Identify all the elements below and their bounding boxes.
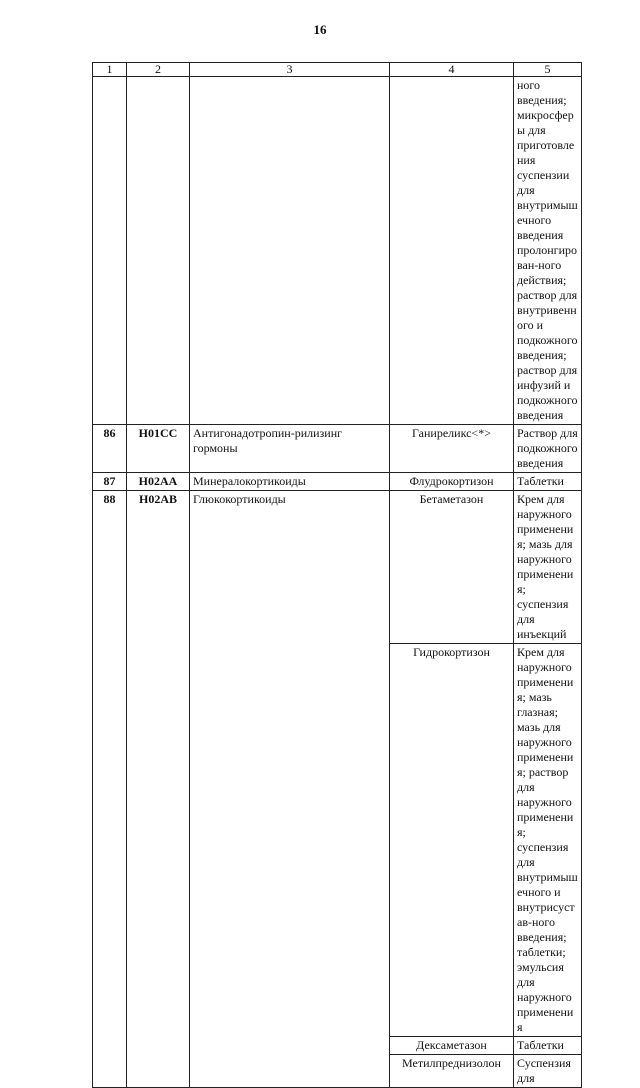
dosage-form: Таблетки [514,473,582,491]
drug-name: Ганиреликс<*> [390,425,514,473]
header-col-5: 5 [514,63,582,77]
dosage-form: Крем для наружного применения; мазь для наружного применения; суспензия для инъекций [514,491,582,644]
dosage-form: Крем для наружного применения; мазь глазная; мазь для наружного применения; раствор для наружного применения; суспензия для внутримышечного и внутрисустав-ного введения; таблетки; эмульсия для наружного применения [514,644,582,1037]
continuation-code [127,77,190,425]
table-row-87 [93,473,582,491]
atc-code: H02AB [127,491,190,1088]
header-col-3: 3 [190,63,390,77]
row-number: 88 [93,491,127,1088]
continuation-drug [390,77,514,425]
drug-table [92,62,582,1088]
table-row-88 [93,491,582,644]
drug-name: Флудрокортизон [390,473,514,491]
row-number: 86 [93,425,127,473]
continuation-num [93,77,127,425]
continuation-group [190,77,390,425]
group-name: Глюкокортикоиды [190,491,390,1088]
drug-name: Бетаметазон [390,491,514,644]
header-row [93,63,582,77]
dosage-form: Суспензия для [514,1055,582,1088]
drug-name: Метилпреднизолон [390,1055,514,1088]
atc-code: H01CC [127,425,190,473]
header-col-1: 1 [93,63,127,77]
continuation-form: ного введения; микросферы для приготовления суспензии для внутримышечного введения пролонгирован-ного действия; раствор для внутривенного и подкожного введения; раствор для инфузий и подкожного введения [514,77,582,425]
row-number: 87 [93,473,127,491]
header-col-2: 2 [127,63,190,77]
drug-name: Гидрокортизон [390,644,514,1037]
page-number: 16 [313,22,327,37]
group-name: Минералокортикоиды [190,473,390,491]
atc-code: H02AA [127,473,190,491]
table-row-86 [93,425,582,473]
header-col-4: 4 [390,63,514,77]
dosage-form: Раствор для подкожного введения [514,425,582,473]
table-row-continuation [93,77,582,425]
drug-name: Дексаметазон [390,1037,514,1055]
group-name: Антигонадотропин-рилизинг гормоны [190,425,390,473]
dosage-form: Таблетки [514,1037,582,1055]
